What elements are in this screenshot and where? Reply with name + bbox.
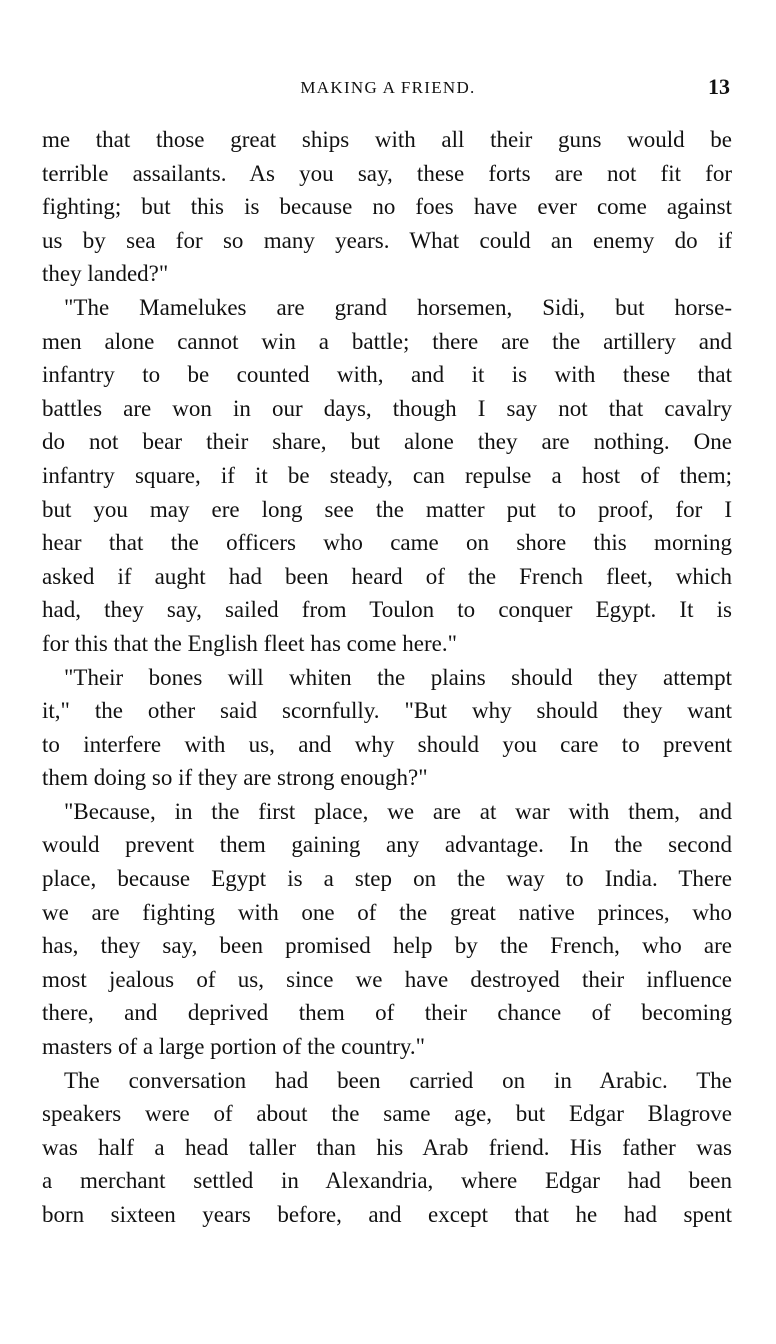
text-line: battles are won in our days, though I say not that cavalry [42, 395, 732, 421]
text-line: place, because Egypt is a step on the way to India. There [42, 866, 732, 892]
text-line: us by sea for so many years. What could an enemy do if [42, 227, 732, 253]
text-line: a merchant settled in Alexandria, where Edgar had been [42, 1168, 732, 1194]
text-line: hear that the officers who came on shore this morning [42, 530, 732, 556]
text-line: to interfere with us, and why should you care to prevent [42, 731, 732, 757]
text-line: most jealous of us, since we have destroyed their influence [42, 966, 732, 992]
text-line: "Because, in the first place, we are at war with them, and [64, 798, 732, 824]
page-number: 13 [708, 74, 730, 99]
text-line: terrible assailants. As you say, these forts are not fit for [42, 160, 732, 186]
text-line: "The Mamelukes are grand horsemen, Sidi, but horse- [64, 294, 732, 320]
text-line: me that those great ships with all their guns would be [42, 127, 732, 152]
text-line: we are fighting with one of the great native princes, who [42, 899, 732, 925]
text-line: infantry square, if it be steady, can repulse a host of them; [42, 462, 732, 488]
text-line: it," the other said scornfully. "But why should they want [42, 698, 732, 724]
running-header [0, 74, 776, 104]
text-line: has, they say, been promised help by the French, who are [42, 933, 732, 959]
text-line: was half a head taller than his Arab friend. His father was [42, 1134, 732, 1160]
text-line: masters of a large portion of the country." [42, 1034, 426, 1060]
text-line: "Their bones will whiten the plains should they attempt [64, 664, 732, 690]
body-text [42, 123, 732, 1232]
text-line: The conversation had been carried on in Arabic. The [64, 1067, 732, 1093]
text-line: they landed?" [42, 261, 169, 287]
text-line: but you may ere long see the matter put to proof, for I [42, 496, 732, 522]
text-line: born sixteen years before, and except that he had spent [42, 1202, 732, 1227]
text-line: do not bear their share, but alone they are nothing. One [42, 429, 732, 455]
text-line: for this that the English fleet has come here." [42, 630, 457, 656]
text-line: infantry to be counted with, and it is with these that [42, 362, 732, 388]
text-line: had, they say, sailed from Toulon to conquer Egypt. It is [42, 597, 732, 623]
text-line: there, and deprived them of their chance of becoming [42, 1000, 732, 1026]
text-line: them doing so if they are strong enough?" [42, 765, 428, 791]
text-line: fighting; but this is because no foes have ever come against [42, 194, 732, 220]
text-line: would prevent them gaining any advantage. In the second [42, 832, 732, 858]
running-title: MAKING A FRIEND. [300, 78, 476, 97]
text-line: asked if aught had been heard of the French fleet, which [42, 563, 732, 589]
text-line: men alone cannot win a battle; there are the artillery and [42, 328, 732, 354]
text-line: speakers were of about the same age, but Edgar Blagrove [42, 1101, 732, 1127]
